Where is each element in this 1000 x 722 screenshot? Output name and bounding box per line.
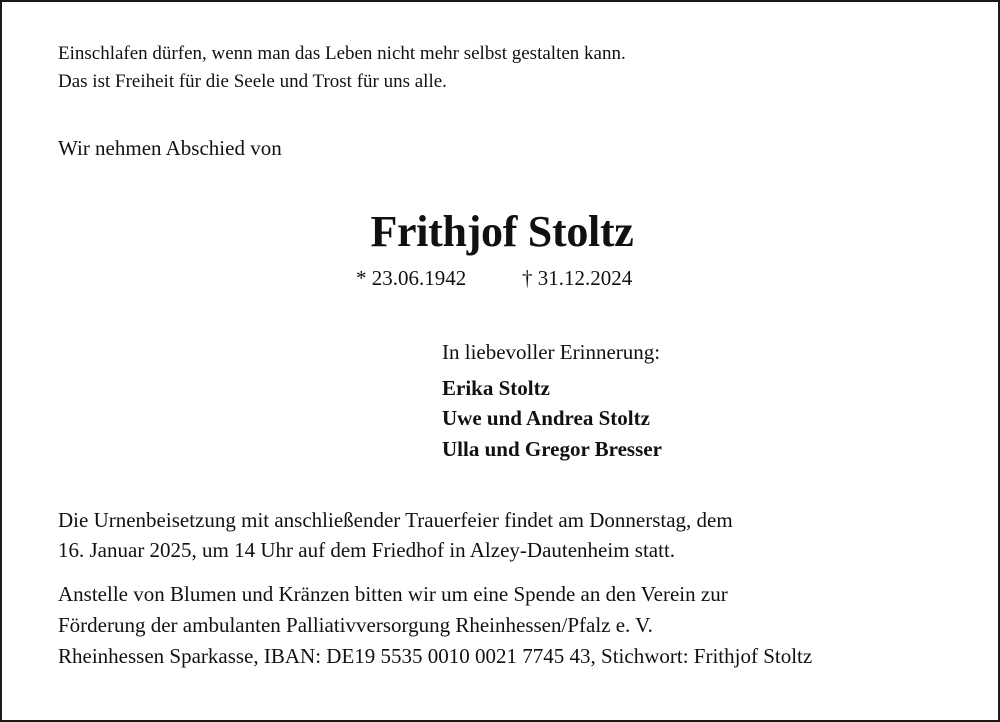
mourner-name: Uwe und Andrea Stoltz: [442, 406, 650, 430]
deceased-name: Frithjof Stoltz: [370, 207, 634, 256]
birth-date: * 23.06.1942: [356, 266, 467, 290]
motto-line-1: Einschlafen dürfen, wenn man das Leben nicht mehr selbst gestalten kann.: [58, 43, 626, 64]
ceremony-line-1: Die Urnenbeisetzung mit anschließender Trauerfeier findet am Donnerstag, dem: [58, 508, 733, 532]
mourner-name: Ulla und Gregor Bresser: [442, 437, 662, 461]
death-date: † 31.12.2024: [522, 266, 633, 290]
ceremony-line-2: 16. Januar 2025, um 14 Uhr auf dem Friedhof in Alzey-Dautenheim statt.: [58, 538, 676, 562]
intro-text: Wir nehmen Abschied von: [58, 136, 282, 160]
motto-line-2: Das ist Freiheit für die Seele und Trost für uns alle.: [58, 71, 447, 92]
memory-heading: In liebevoller Erinnerung:: [442, 340, 661, 364]
mourner-name: Erika Stoltz: [442, 376, 550, 400]
donation-line-2: Förderung der ambulanten Palliativversorgung Rheinhessen/Pfalz e. V.: [58, 613, 653, 637]
donation-line-1: Anstelle von Blumen und Kränzen bitten wir um eine Spende an den Verein zur: [58, 582, 728, 606]
donation-line-3: Rheinhessen Sparkasse, IBAN: DE19 5535 0010 0021 7745 43, Stichwort: Frithjof Stoltz: [58, 644, 813, 668]
